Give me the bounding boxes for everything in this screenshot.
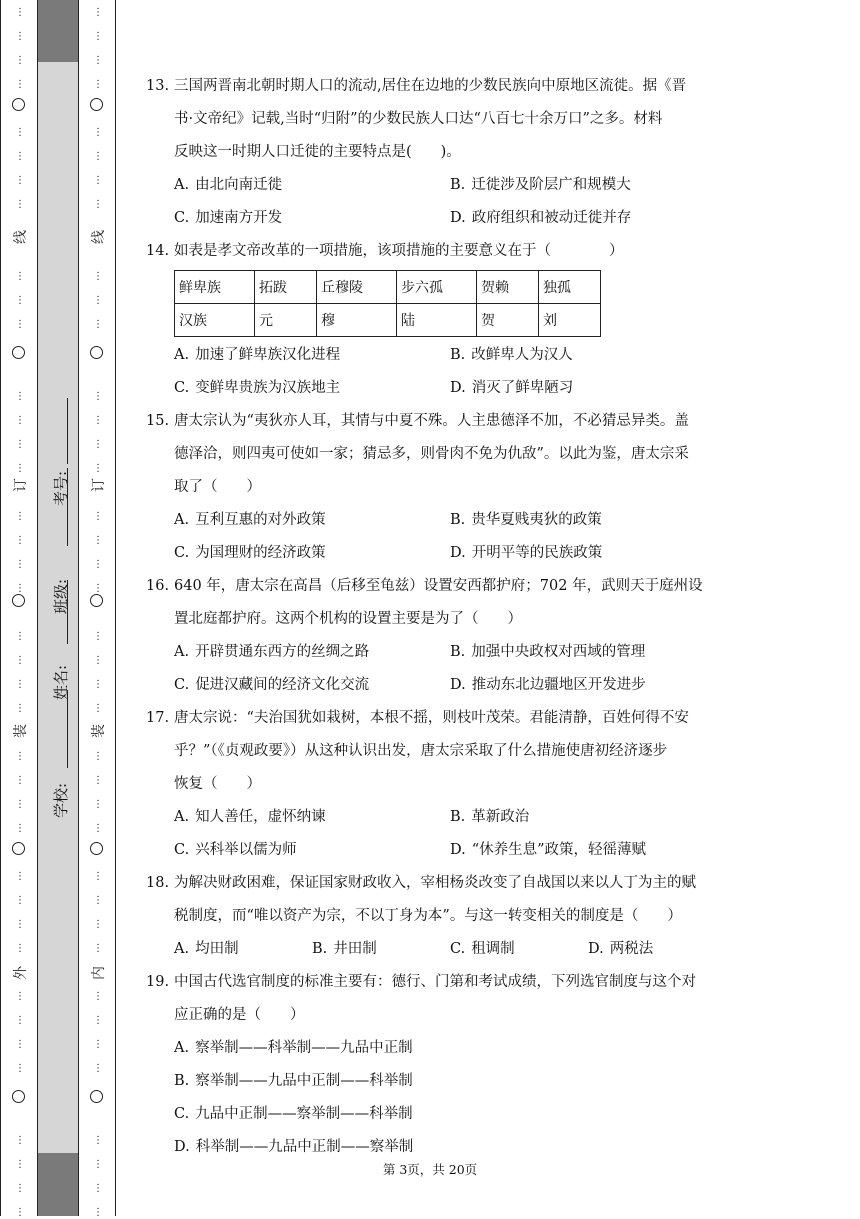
surname-table xyxy=(174,270,601,337)
option-letter: C. xyxy=(450,941,466,957)
answer-option-d[interactable] xyxy=(450,372,726,405)
inner-rail-dot: ⋮ xyxy=(93,79,103,90)
outer-rail-dot: ⋮ xyxy=(15,1183,25,1194)
outer-rail-circle-mark xyxy=(12,1090,25,1103)
answer-options xyxy=(146,169,726,235)
answer-option-a[interactable] xyxy=(174,339,450,372)
outer-rail-dot: ⋮ xyxy=(15,199,25,210)
option-letter: A. xyxy=(174,1040,190,1056)
option-text: 迁徙涉及阶层广和规模大 xyxy=(471,177,631,193)
option-letter: B. xyxy=(174,1073,190,1089)
outer-rail-dot: ⋮ xyxy=(15,943,25,954)
inner-rail-dot: ⋮ xyxy=(93,535,103,546)
outer-rail-dot: ⋮ xyxy=(15,1015,25,1026)
inner-rail-dot: ⋮ xyxy=(93,1207,103,1218)
option-text: 兴科举以儒为师 xyxy=(195,842,297,858)
question-stem-line xyxy=(146,235,726,268)
option-text: 均田制 xyxy=(195,941,239,957)
outer-rail-char-mark: 订 xyxy=(13,478,29,492)
question-18 xyxy=(146,867,726,966)
question-number: 14. xyxy=(146,243,170,259)
name-field-label: 姓名: xyxy=(52,664,70,700)
option-text: 开辟贯通东西方的丝绸之路 xyxy=(195,644,370,660)
inner-rail-dot: ⋮ xyxy=(93,703,103,714)
question-19 xyxy=(146,966,726,1164)
option-text: 促进汉藏间的经济文化交流 xyxy=(195,677,370,693)
question-stem-text: 取了（ ） xyxy=(174,479,261,495)
option-letter: B. xyxy=(450,177,466,193)
outer-rail-dot: ⋮ xyxy=(15,631,25,642)
answer-option-d[interactable] xyxy=(450,834,726,867)
option-letter: A. xyxy=(174,512,190,528)
inner-rail-dot: ⋮ xyxy=(93,415,103,426)
inner-rail-dot: ⋮ xyxy=(93,631,103,642)
outer-rail-circle-mark xyxy=(12,98,25,111)
outer-rail-dot: ⋮ xyxy=(15,391,25,402)
option-text: 政府组织和被动迁徙并存 xyxy=(471,210,632,226)
answer-option-a[interactable] xyxy=(174,933,312,966)
question-stem-text: 恢复（ ） xyxy=(174,776,261,792)
inner-rail-dot: ⋮ xyxy=(93,655,103,666)
inner-rail-dot: ⋮ xyxy=(93,127,103,138)
option-letter: C. xyxy=(174,842,190,858)
inner-rail-circle-mark xyxy=(90,594,103,607)
inner-rail-char-mark: 订 xyxy=(91,478,107,492)
outer-binding-rail xyxy=(0,0,38,1216)
answer-option-c[interactable] xyxy=(174,1098,458,1131)
question-stem-text: 乎？”（《贞观政要》）从这种认识出发，唐太宗采取了什么措施使唐初经济逐步 xyxy=(174,743,668,759)
table-cell: 独孤 xyxy=(539,271,601,304)
inner-rail-dot: ⋮ xyxy=(93,943,103,954)
outer-rail-dot: ⋮ xyxy=(15,823,25,834)
answer-option-b[interactable] xyxy=(174,1065,458,1098)
inner-rail-dot: ⋮ xyxy=(93,1039,103,1050)
inner-rail-char-mark: 线 xyxy=(91,230,107,244)
table-cell: 丘穆陵 xyxy=(317,271,397,304)
question-stem-line xyxy=(146,570,726,603)
answer-options xyxy=(146,1032,726,1164)
inner-binding-rail xyxy=(78,0,116,1216)
outer-rail-dot: ⋮ xyxy=(15,583,25,594)
outer-rail-dot: ⋮ xyxy=(15,895,25,906)
answer-option-c[interactable] xyxy=(450,933,588,966)
inner-rail-dot: ⋮ xyxy=(93,1015,103,1026)
table-cell: 元 xyxy=(255,304,317,337)
option-letter: A. xyxy=(174,809,190,825)
option-letter: C. xyxy=(174,1106,190,1122)
table-cell: 汉族 xyxy=(175,304,255,337)
option-text: 变鲜卑贵族为汉族地主 xyxy=(195,380,341,396)
inner-rail-dot: ⋮ xyxy=(93,295,103,306)
outer-rail-dot: ⋮ xyxy=(15,1207,25,1218)
inner-rail-dot: ⋮ xyxy=(93,55,103,66)
outer-rail-circle-mark xyxy=(12,842,25,855)
question-17 xyxy=(146,702,726,867)
question-number: 16. xyxy=(146,578,170,594)
inner-rail-dot: ⋮ xyxy=(93,991,103,1002)
answer-option-a[interactable] xyxy=(174,504,450,537)
option-letter: C. xyxy=(174,210,190,226)
answer-option-b[interactable] xyxy=(450,504,726,537)
option-text: 加速了鲜卑族汉化进程 xyxy=(195,347,341,363)
table-cell: 陆 xyxy=(397,304,477,337)
answer-option-a[interactable] xyxy=(174,1032,458,1065)
option-text: 推动东北边疆地区开发进步 xyxy=(471,677,646,693)
question-stem-text: 中国古代选官制度的标准主要有：德行、门第和考试成绩，下列选官制度与这个对 xyxy=(174,974,696,990)
inner-rail-dot: ⋮ xyxy=(93,799,103,810)
option-letter: A. xyxy=(174,644,190,660)
exam-number-field-underline xyxy=(67,398,68,464)
answer-option-a[interactable] xyxy=(174,169,450,202)
option-letter: A. xyxy=(174,941,190,957)
option-letter: B. xyxy=(450,809,466,825)
answer-option-b[interactable] xyxy=(312,933,450,966)
outer-rail-dot: ⋮ xyxy=(15,271,25,282)
outer-rail-dot: ⋮ xyxy=(15,751,25,762)
inner-rail-dot: ⋮ xyxy=(93,871,103,882)
answer-option-c[interactable] xyxy=(174,537,450,570)
table-cell: 鲜卑族 xyxy=(175,271,255,304)
answer-option-c[interactable] xyxy=(174,669,450,702)
option-text: 开明平等的民族政策 xyxy=(471,545,603,561)
inner-rail-dot: ⋮ xyxy=(93,199,103,210)
option-letter: C. xyxy=(174,380,190,396)
option-text: 九品中正制——察举制——科举制 xyxy=(195,1106,413,1122)
outer-rail-dot: ⋮ xyxy=(15,511,25,522)
option-letter: C. xyxy=(174,677,190,693)
table-cell: 贺 xyxy=(477,304,539,337)
option-text: 消灭了鲜卑陋习 xyxy=(471,380,574,396)
question-stem-text: 德泽洽，则四夷可使如一家；猜忌多，则骨肉不免为仇敌”。以此为鉴，唐太宗采 xyxy=(174,446,689,462)
option-letter: D. xyxy=(450,677,466,693)
option-text: 井田制 xyxy=(333,941,377,957)
question-stem-line xyxy=(146,70,726,103)
outer-rail-char-mark: 外 xyxy=(13,966,29,980)
option-letter: D. xyxy=(588,941,604,957)
answer-options xyxy=(146,801,726,867)
inner-rail-dot: ⋮ xyxy=(93,151,103,162)
answer-options xyxy=(146,636,726,702)
outer-rail-dot: ⋮ xyxy=(15,151,25,162)
option-text: 知人善任，虚怀纳谏 xyxy=(195,809,326,825)
outer-rail-dot: ⋮ xyxy=(15,7,25,18)
inner-rail-dot: ⋮ xyxy=(93,511,103,522)
option-letter: D. xyxy=(174,1139,190,1155)
option-letter: A. xyxy=(174,177,190,193)
outer-rail-dot: ⋮ xyxy=(15,463,25,474)
question-number: 17. xyxy=(146,710,170,726)
outer-rail-dot: ⋮ xyxy=(15,1063,25,1074)
outer-rail-dot: ⋮ xyxy=(15,559,25,570)
question-14 xyxy=(146,235,726,405)
inner-rail-dot: ⋮ xyxy=(93,1159,103,1170)
inner-rail-dot: ⋮ xyxy=(93,7,103,18)
answer-option-c[interactable] xyxy=(174,202,450,235)
answer-option-d[interactable] xyxy=(450,202,726,235)
inner-rail-dot: ⋮ xyxy=(93,583,103,594)
question-number: 13. xyxy=(146,78,170,94)
option-letter: D. xyxy=(450,380,466,396)
option-letter: B. xyxy=(450,347,466,363)
question-stem-line xyxy=(146,966,726,999)
option-text: 贵华夏贱夷狄的政策 xyxy=(471,512,602,528)
inner-rail-dot: ⋮ xyxy=(93,679,103,690)
question-stem-text: 三国两晋南北朝时期人口的流动,居住在边地的少数民族向中原地区流徙。据《晋 xyxy=(174,78,687,94)
outer-rail-dot: ⋮ xyxy=(15,679,25,690)
question-stem-text: 税制度，而“唯以资产为宗，不以丁身为本”。与这一转变相关的制度是（ ） xyxy=(174,908,682,924)
question-16 xyxy=(146,570,726,702)
outer-rail-dot: ⋮ xyxy=(15,31,25,42)
question-stem-line xyxy=(146,702,726,735)
answer-option-b[interactable] xyxy=(450,169,726,202)
inner-rail-dot: ⋮ xyxy=(93,31,103,42)
question-number: 15. xyxy=(146,413,170,429)
outer-rail-circle-mark xyxy=(12,594,25,607)
option-text: 为国理财的经济政策 xyxy=(195,545,326,561)
binding-margin xyxy=(0,0,118,1216)
option-text: 察举制——科举制——九品中正制 xyxy=(195,1040,413,1056)
outer-rail-dot: ⋮ xyxy=(15,439,25,450)
option-text: 察举制——九品中正制——科举制 xyxy=(195,1073,413,1089)
option-text: 两税法 xyxy=(609,941,654,957)
answer-option-a[interactable] xyxy=(174,801,450,834)
inner-rail-dot: ⋮ xyxy=(93,1183,103,1194)
option-letter: D. xyxy=(450,545,466,561)
outer-rail-dot: ⋮ xyxy=(15,127,25,138)
outer-rail-dot: ⋮ xyxy=(15,775,25,786)
inner-rail-dot: ⋮ xyxy=(93,391,103,402)
question-stem-line xyxy=(146,867,726,900)
answer-option-d[interactable] xyxy=(450,537,726,570)
outer-rail-dot: ⋮ xyxy=(15,919,25,930)
option-text: 互利互惠的对外政策 xyxy=(195,512,326,528)
question-stem-text: 置北庭都护府。这两个机构的设置主要是为了（ ） xyxy=(174,611,522,627)
inner-rail-dot: ⋮ xyxy=(93,919,103,930)
inner-rail-circle-mark xyxy=(90,346,103,359)
school-field-underline xyxy=(67,690,68,768)
exam-number-field-label: 考号: xyxy=(52,470,70,506)
outer-rail-dot: ⋮ xyxy=(15,1159,25,1170)
inner-rail-char-mark: 装 xyxy=(91,724,107,738)
outer-rail-dot: ⋮ xyxy=(15,1039,25,1050)
answer-option-d[interactable] xyxy=(450,669,726,702)
outer-rail-dot: ⋮ xyxy=(15,703,25,714)
outer-rail-dot: ⋮ xyxy=(15,871,25,882)
outer-rail-dot: ⋮ xyxy=(15,79,25,90)
question-15 xyxy=(146,405,726,570)
option-text: 加强中央政权对西域的管理 xyxy=(471,644,646,660)
outer-rail-dot: ⋮ xyxy=(15,175,25,186)
table-row xyxy=(175,304,601,337)
inner-rail-dot: ⋮ xyxy=(93,463,103,474)
outer-rail-circle-mark xyxy=(12,346,25,359)
inner-rail-dot: ⋮ xyxy=(93,271,103,282)
outer-rail-dot: ⋮ xyxy=(15,55,25,66)
option-text: 加速南方开发 xyxy=(195,210,283,226)
question-stem-line xyxy=(146,405,726,438)
answer-option-c[interactable] xyxy=(174,834,450,867)
outer-rail-dot: ⋮ xyxy=(15,535,25,546)
inner-rail-char-mark: 内 xyxy=(91,966,107,980)
question-number: 19. xyxy=(146,974,170,990)
page-footer: 第 3页，共 20页 xyxy=(382,1162,478,1177)
inner-rail-dot: ⋮ xyxy=(93,175,103,186)
answer-option-c[interactable] xyxy=(174,372,450,405)
answer-options xyxy=(146,933,726,966)
option-letter: C. xyxy=(174,545,190,561)
question-stem-text: 唐太宗认为“夷狄亦人耳，其情与中夏不殊。人主患德泽不加，不必猜忌异类。盖 xyxy=(174,413,689,429)
inner-rail-dot: ⋮ xyxy=(93,1063,103,1074)
table-cell: 刘 xyxy=(539,304,601,337)
question-stem-text: 应正确的是（ ） xyxy=(174,1007,305,1023)
table-cell: 拓跋 xyxy=(255,271,317,304)
table-cell: 步六孤 xyxy=(397,271,477,304)
question-stem-text: 如表是孝文帝改革的一项措施，该项措施的主要意义在于（ ） xyxy=(174,243,624,259)
option-letter: B. xyxy=(450,644,466,660)
option-text: 租调制 xyxy=(471,941,515,957)
option-letter: A. xyxy=(174,347,190,363)
class-field-label: 班级: xyxy=(52,578,70,614)
answer-option-b[interactable] xyxy=(450,801,726,834)
question-stem-text: 为解决财政困难，保证国家财政收入，宰相杨炎改变了自战国以来以人丁为主的赋 xyxy=(174,875,696,891)
outer-rail-dot: ⋮ xyxy=(15,415,25,426)
outer-rail-dot: ⋮ xyxy=(15,655,25,666)
inner-rail-dot: ⋮ xyxy=(93,319,103,330)
question-number: 18. xyxy=(146,875,170,891)
answer-options xyxy=(146,504,726,570)
table-cell: 穆 xyxy=(317,304,397,337)
option-letter: B. xyxy=(450,512,466,528)
table-row xyxy=(175,271,601,304)
option-text: 改鲜卑人为汉人 xyxy=(471,347,573,363)
question-list xyxy=(146,70,726,1164)
inner-rail-dot: ⋮ xyxy=(93,895,103,906)
outer-rail-dot: ⋮ xyxy=(15,1135,25,1146)
inner-rail-dot: ⋮ xyxy=(93,1135,103,1146)
outer-rail-char-mark: 线 xyxy=(13,230,29,244)
outer-rail-char-mark: 装 xyxy=(13,724,29,738)
inner-rail-dot: ⋮ xyxy=(93,751,103,762)
option-letter: D. xyxy=(450,842,466,858)
option-text: 由北向南迁徙 xyxy=(195,177,283,193)
table-cell: 贺赖 xyxy=(477,271,539,304)
gutter-top-cap xyxy=(38,0,78,62)
option-letter: B. xyxy=(312,941,328,957)
inner-rail-dot: ⋮ xyxy=(93,559,103,570)
inner-rail-dot: ⋮ xyxy=(93,823,103,834)
inner-rail-circle-mark xyxy=(90,98,103,111)
inner-rail-dot: ⋮ xyxy=(93,439,103,450)
outer-rail-dot: ⋮ xyxy=(15,991,25,1002)
question-13 xyxy=(146,70,726,235)
answer-options xyxy=(146,339,726,405)
inner-rail-circle-mark xyxy=(90,842,103,855)
outer-rail-dot: ⋮ xyxy=(15,799,25,810)
answer-option-b[interactable] xyxy=(450,339,726,372)
school-field-label: 学校: xyxy=(52,782,70,818)
option-text: 革新政治 xyxy=(471,809,530,825)
answer-option-a[interactable] xyxy=(174,636,450,669)
option-text: 科举制——九品中正制——察举制 xyxy=(195,1139,414,1155)
question-stem-text: 640 年，唐太宗在高昌（后移至龟兹）设置安西都护府；702 年，武则天于庭州设 xyxy=(174,578,703,594)
answer-option-b[interactable] xyxy=(450,636,726,669)
outer-rail-dot: ⋮ xyxy=(15,295,25,306)
question-stem-text: 唐太宗说：“夫治国犹如栽树，本根不摇，则枝叶茂荣。君能清静，百姓何得不安 xyxy=(174,710,689,726)
option-text: “休养生息”政策，轻徭薄赋 xyxy=(471,842,647,858)
inner-rail-dot: ⋮ xyxy=(93,775,103,786)
outer-rail-dot: ⋮ xyxy=(15,319,25,330)
option-letter: D. xyxy=(450,210,466,226)
answer-option-d[interactable] xyxy=(588,933,726,966)
inner-rail-circle-mark xyxy=(90,1090,103,1103)
question-stem-text: 书·文帝纪》记载,当时“归附”的少数民族人口达“八百七十余万口”之多。材料 xyxy=(174,111,663,127)
question-stem-text: 反映这一时期人口迁徙的主要特点是( )。 xyxy=(174,144,461,160)
